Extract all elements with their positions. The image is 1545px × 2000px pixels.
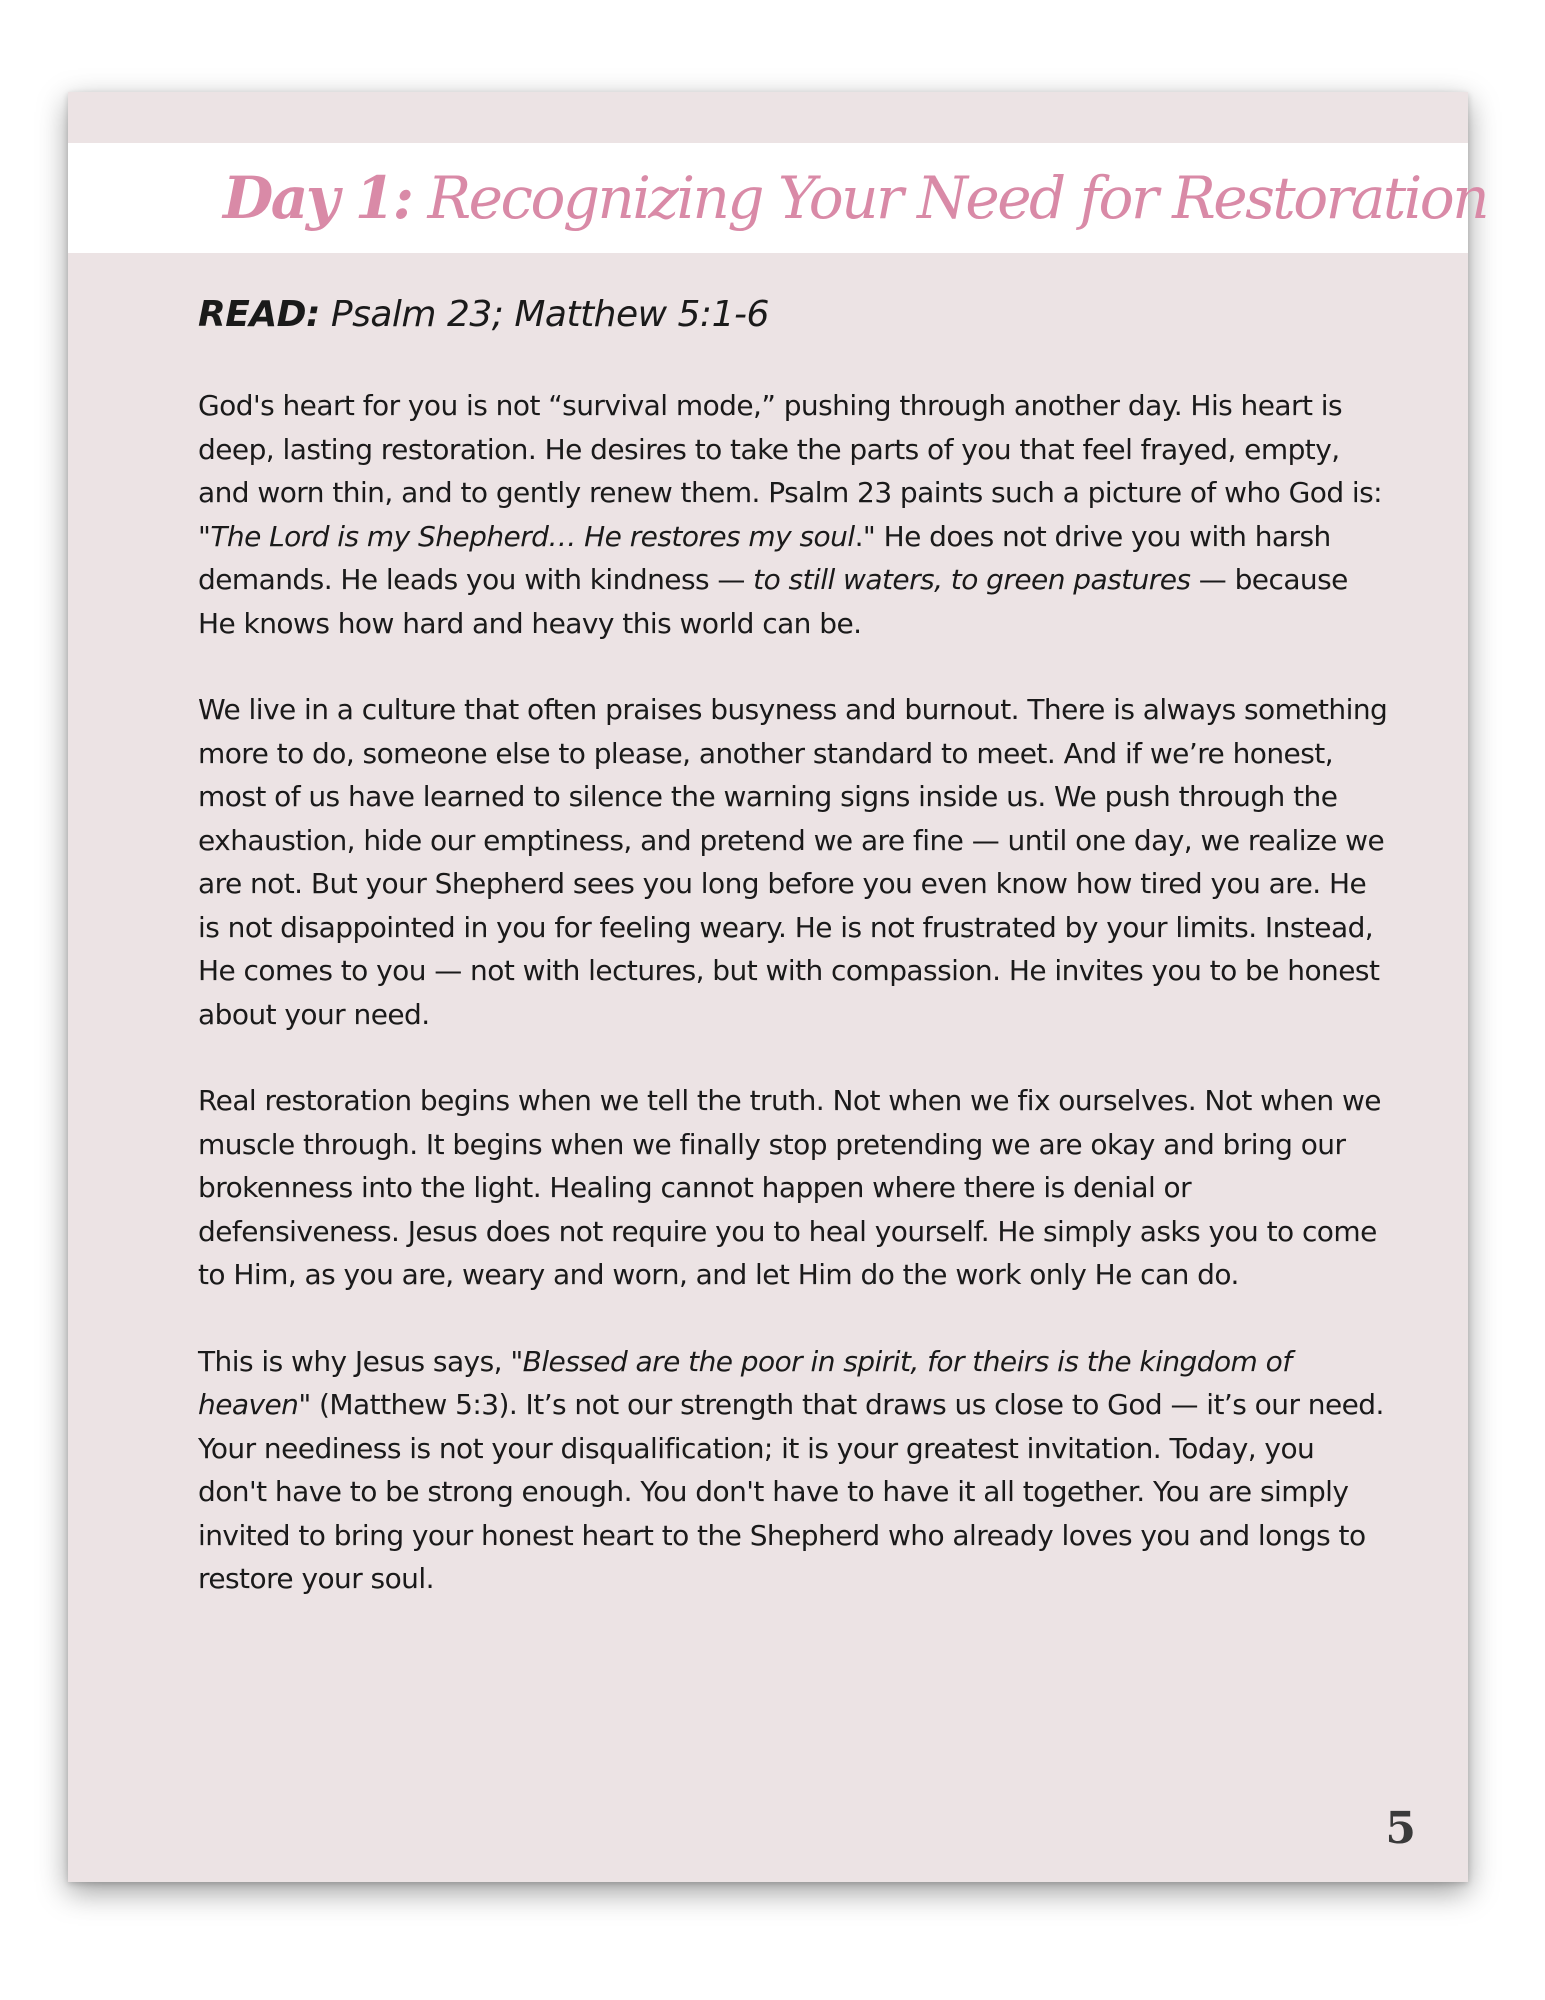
psalm-quote: The Lord is my Shepherd… He restores my soul <box>210 519 855 553</box>
page-title <box>223 153 1487 243</box>
page-number: 5 <box>1385 1803 1416 1854</box>
title-text: Recognizing Your Need for Restoration <box>427 164 1488 232</box>
devotional-content <box>198 290 1388 1644</box>
beatitude-quote: Blessed are the poor in spirit, for theirs is the kingdom of heaven <box>198 1344 1292 1421</box>
paragraph-1 <box>198 384 1388 645</box>
title-band <box>68 143 1488 253</box>
paragraph-2: We live in a culture that often praises busyness and burnout. There is always something more to do, someone else to please, another standard to meet. And if we’re honest, most of us have learned to silence the warning signs inside us. We push through the exhaustion, hide our emptiness, and pretend we are fine — until one day, we realize we are not. But your Shepherd sees you long before you even know how tired you are. He is not disappointed in you for feeling weary. He is not frustrated by your limits. Instead, He comes to you — not with lectures, but with compassion. He invites you to be honest about your need. <box>198 693 1388 1031</box>
still-waters-phrase: to still waters, to green pastures <box>753 563 1191 596</box>
paragraph-4 <box>198 1340 1388 1601</box>
paragraph-4-text-b: " (Matthew 5:3). It’s not our strength that draws us close to God — it’s our need. Your neediness is not your disqualification; it is your greatest invitation. Today, you don't have to be strong enough. You don't have to have it all together. You are simply invited to bring your honest heart to the Shepherd who already loves you and longs to restore your soul. <box>198 1388 1384 1595</box>
read-passages: Psalm 23; Matthew 5:1-6 <box>330 294 769 335</box>
paragraph-4-text-a: This is why Jesus says, " <box>198 1344 523 1378</box>
paragraph-1-text-b: ." He does not drive you with harsh demands. He leads you with kindness — <box>198 519 1331 596</box>
paragraph-3: Real restoration begins when we tell the truth. Not when we fix ourselves. Not when we muscle through. It begins when we finally stop pretending we are okay and bring our brokenness into the light. Healing cannot happen where there is denial or defensiveness. Jesus does not require you to heal yourself. He simply asks you to come to Him, as you are, weary and worn, and let Him do the work only He can do. <box>198 1084 1381 1291</box>
read-label: READ: <box>198 294 320 335</box>
day-label: Day 1: <box>223 164 412 232</box>
paragraph-1-text-a: God's heart for you is not “survival mode,” pushing through another day. His heart is deep, lasting restoration. He desires to take the parts of you that feel frayed, empty, and worn thin, and to gently renew them. Psalm 23 paints such a picture of who God is: " <box>198 389 1383 553</box>
paragraph-1-text-c: — because He knows how hard and heavy this world can be. <box>198 563 1348 640</box>
reading-assignment <box>198 290 1388 340</box>
document-page <box>68 92 1488 1882</box>
